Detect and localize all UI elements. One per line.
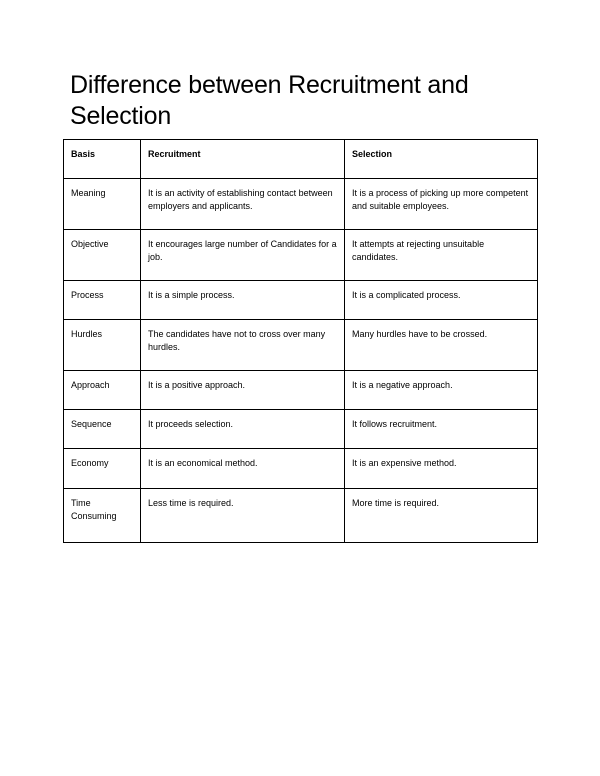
selection-cell: It attempts at rejecting unsuitable candidates.: [345, 230, 538, 281]
recruitment-cell: The candidates have not to cross over many hurdles.: [141, 320, 345, 371]
comparison-table: [63, 139, 538, 543]
table-header-row: [64, 140, 538, 179]
recruitment-cell: It encourages large number of Candidates for a job.: [141, 230, 345, 281]
header-selection: Selection: [345, 140, 538, 179]
basis-cell: Economy: [64, 449, 141, 489]
basis-cell: Objective: [64, 230, 141, 281]
page-title: Difference between Recruitment and Selection: [70, 71, 469, 130]
basis-cell: Sequence: [64, 410, 141, 449]
table-row: [64, 179, 538, 230]
table-row: [64, 230, 538, 281]
table-row: [64, 371, 538, 410]
recruitment-cell: It proceeds selection.: [141, 410, 345, 449]
basis-cell: Process: [64, 281, 141, 320]
selection-cell: Many hurdles have to be crossed.: [345, 320, 538, 371]
basis-cell: Time Consuming: [64, 489, 141, 543]
selection-cell: More time is required.: [345, 489, 538, 543]
recruitment-cell: It is a simple process.: [141, 281, 345, 320]
selection-cell: It is an expensive method.: [345, 449, 538, 489]
selection-cell: It is a negative approach.: [345, 371, 538, 410]
table-row: [64, 489, 538, 543]
selection-cell: It is a complicated process.: [345, 281, 538, 320]
selection-cell: It follows recruitment.: [345, 410, 538, 449]
basis-cell: Approach: [64, 371, 141, 410]
table-row: [64, 320, 538, 371]
header-recruitment: Recruitment: [141, 140, 345, 179]
table-row: [64, 281, 538, 320]
header-basis: Basis: [64, 140, 141, 179]
recruitment-cell: It is a positive approach.: [141, 371, 345, 410]
selection-cell: It is a process of picking up more competent and suitable employees.: [345, 179, 538, 230]
table-row: [64, 410, 538, 449]
table-row: [64, 449, 538, 489]
recruitment-cell: Less time is required.: [141, 489, 345, 543]
recruitment-cell: It is an economical method.: [141, 449, 345, 489]
basis-cell: Hurdles: [64, 320, 141, 371]
recruitment-cell: It is an activity of establishing contact between employers and applicants.: [141, 179, 345, 230]
basis-cell: Meaning: [64, 179, 141, 230]
